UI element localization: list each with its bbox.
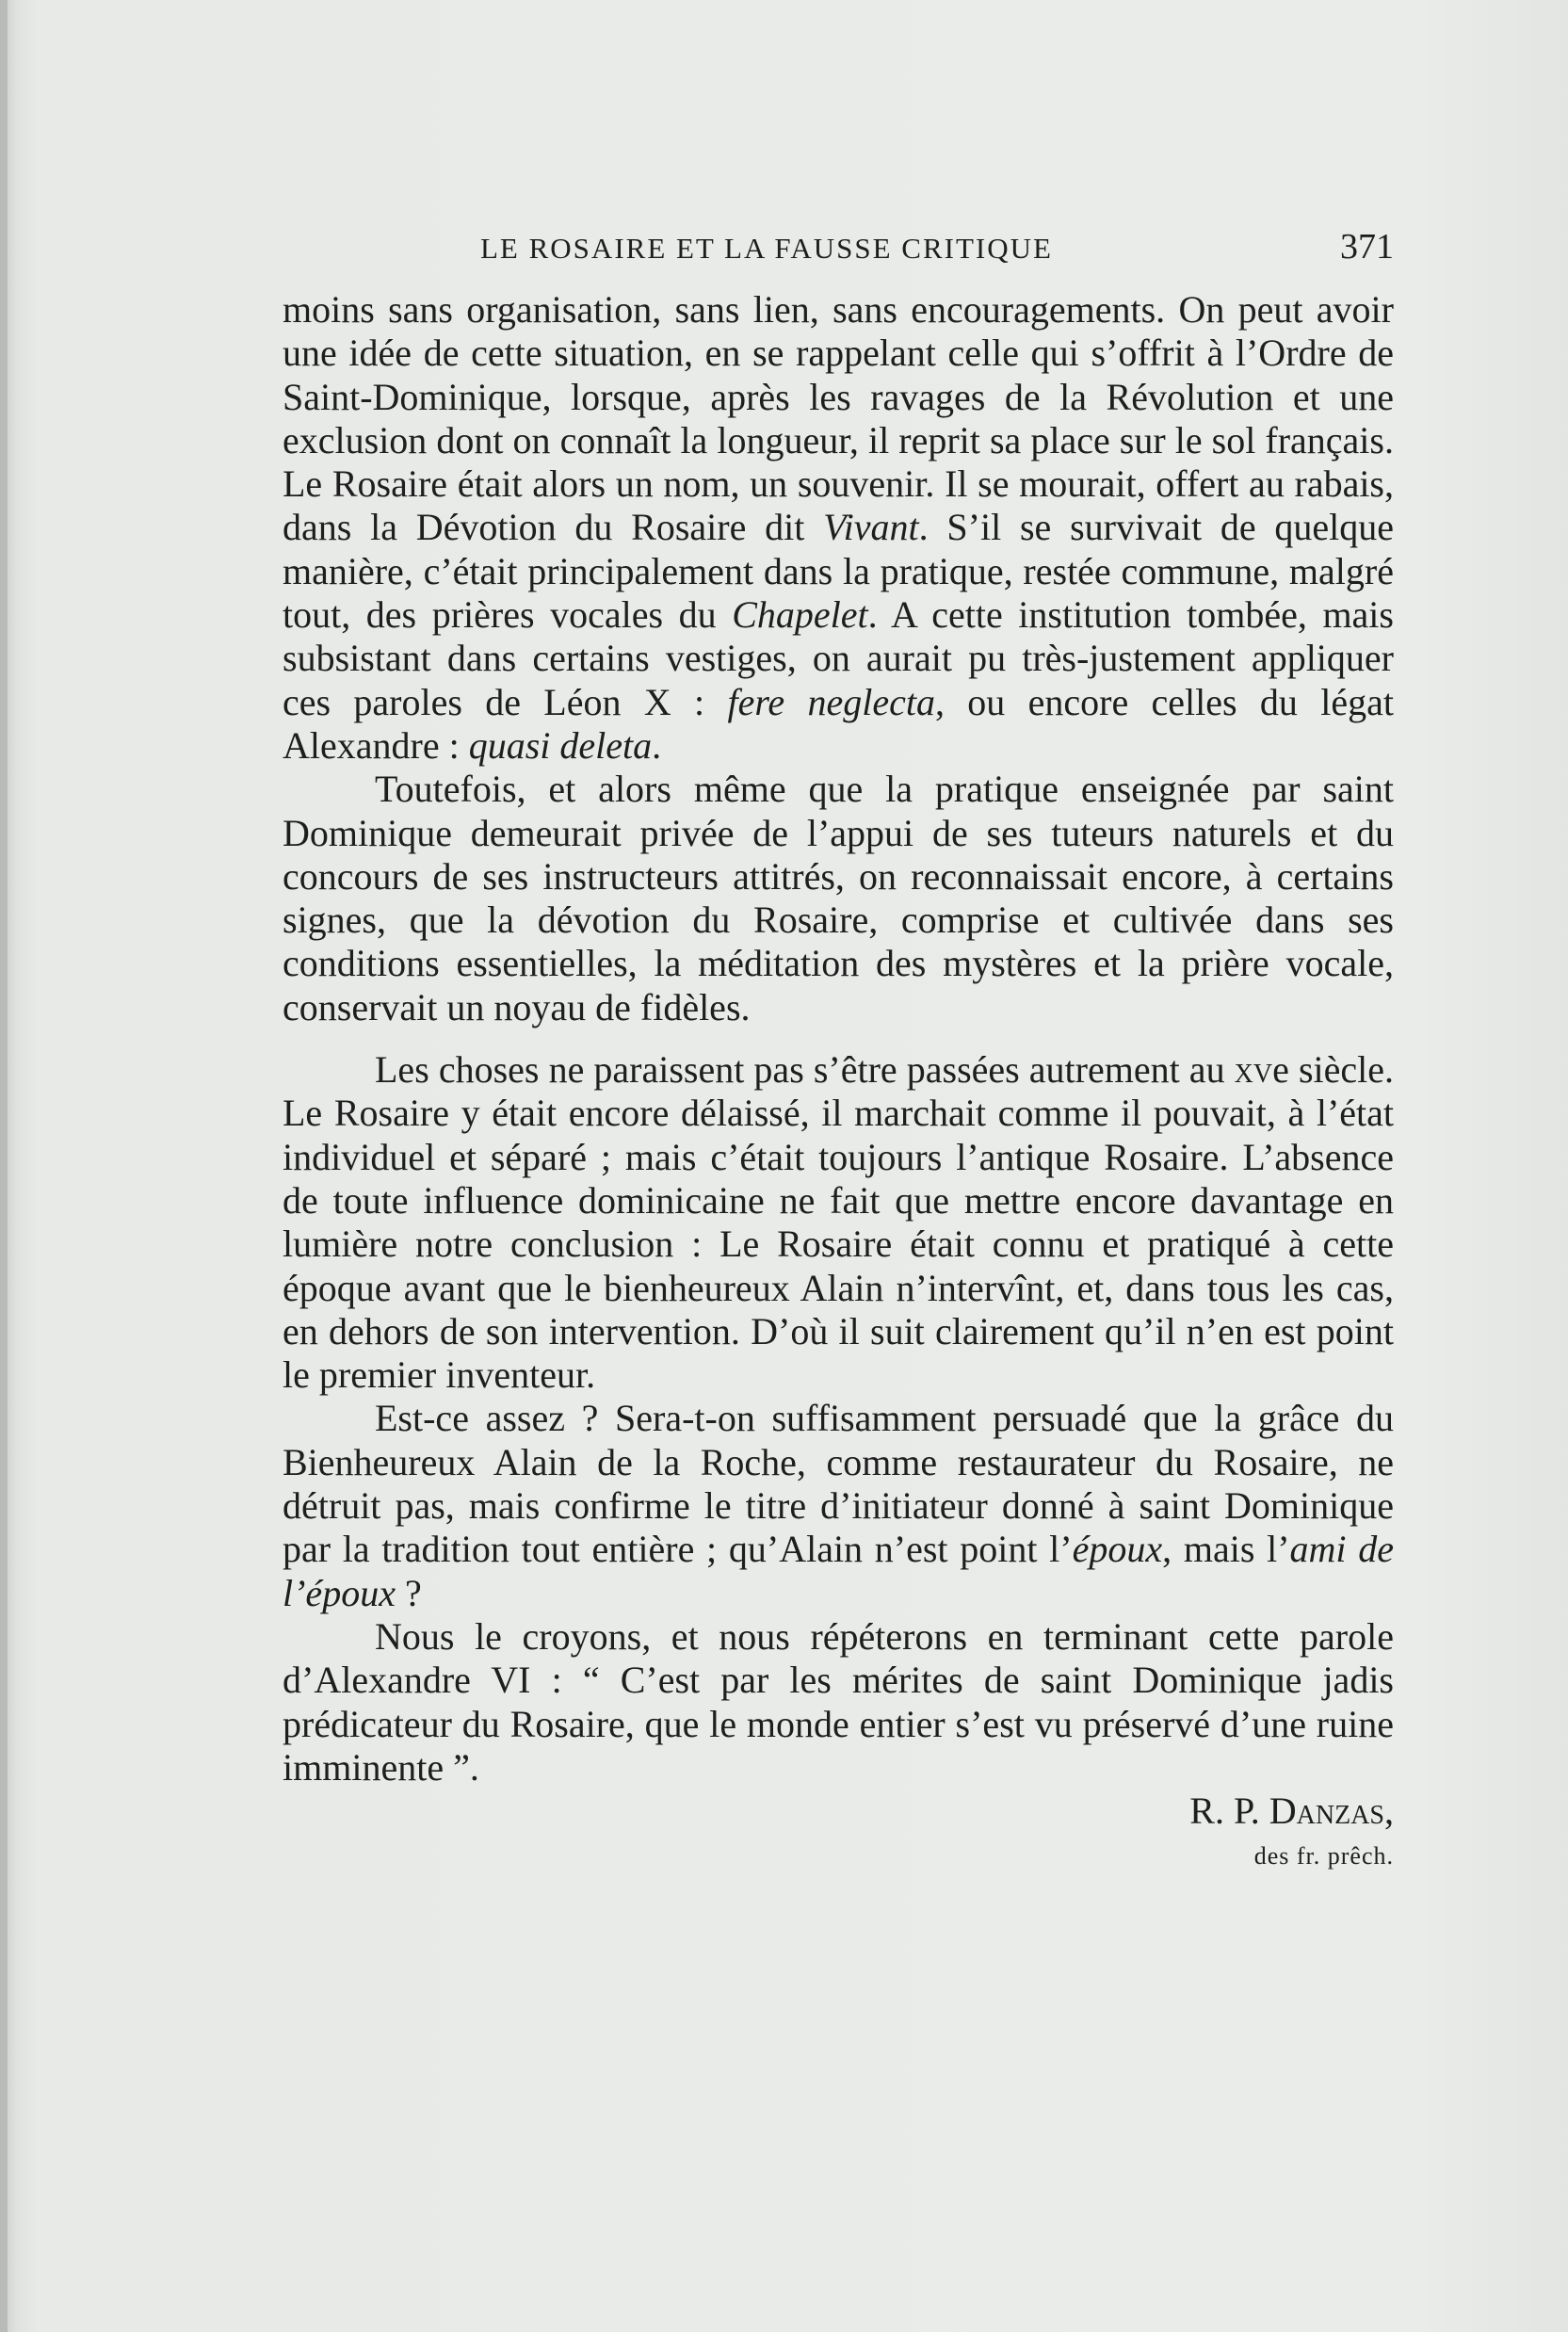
paragraph-3-text-c: e siècle. Le Rosaire y était encore délaissé, il marchait comme il pouvait, à l’état individuel et séparé ; mais c’était toujours l’antique Rosaire. L’absence de toute influence dominicaine ne fait que mettre encore davantage en lumière notre conclusion : Le Rosaire était connu et pratiqué à cette époque avant que le bienheureux Alain n’intervînt, et, dans tous les cas, en dehors de son intervention. D’où il suit clairement qu’il n’en est point le premier inventeur. xyxy=(283,1048,1395,1397)
paragraph-5: Nous le croyons, et nous répéterons en terminant cette parole d’Alexandre VI : “ C’est par les mérites de saint Dominique jadis prédicateur du Rosaire, que le monde entier s’est vu préservé d’une ruine imminente ”. xyxy=(283,1614,1394,1789)
paragraph-3-century: xv xyxy=(1234,1048,1273,1092)
paragraph-1-text-c: . S’il se survivait de quelque manière, c’était principalement dans la pratique, restée commune, malgré tout, des prières vocales du xyxy=(283,506,1395,637)
page-binding-edge xyxy=(0,0,8,2332)
paragraph-4-italic-ami-de-lepoux: ami de l’époux xyxy=(283,1528,1394,1614)
paragraph-1-text-g: , ou encore celles du légat Alexandre : xyxy=(283,680,1394,767)
page-number: 371 xyxy=(1340,227,1394,267)
paragraph-1-text-a: moins sans organisation, sans lien, sans encouragements. On peut avoir une idée de cette situation, en se rappelant celle qui s’offrit à l’Ordre de Saint-Dominique, lorsque, après les ravages de la Révolution et une exclusion dont on connaît la longueur, il reprit sa place sur le sol français. Le Rosaire était alors un nom, un souvenir. Il se mourait, offert au rabais, dans la Dévotion du Rosaire dit xyxy=(283,288,1394,549)
paragraph-1-text-e: . A cette institution tombée, mais subsistant dans certains vestiges, on aurait pu très-justement appliquer ces paroles de Léon X : xyxy=(283,593,1394,723)
paragraph-2: Toutefois, et alors même que la pratique enseignée par saint Dominique demeurait privée de l’appui de ses tuteurs naturels et du concours de ses instructeurs attitrés, on reconnaissait encore, à certains signes, que la dévotion du Rosaire, comprise et cultivée dans ses conditions essentielles, la méditation des mystères et la prière vocale, conservait un noyau de fidèles. xyxy=(283,768,1394,1028)
paragraph-1-italic-quasi-deleta: quasi deleta xyxy=(468,723,653,767)
signature-name: Danzas xyxy=(1269,1789,1384,1833)
author-signature xyxy=(283,1789,1394,1833)
paragraph-3 xyxy=(283,1048,1394,1397)
paragraph-3-text-a: Les choses ne paraissent pas s’être passées autrement au xyxy=(375,1048,1235,1092)
paragraph-1-italic-vivant: Vivant xyxy=(823,506,919,549)
page-header xyxy=(283,222,1394,279)
paragraph-4-italic-epoux: époux xyxy=(1072,1528,1163,1571)
running-title: LE ROSAIRE ET LA FAUSSE CRITIQUE xyxy=(480,232,1053,265)
paragraph-4-text-e: ? xyxy=(395,1571,422,1614)
paragraph-1 xyxy=(283,288,1394,768)
main-text xyxy=(283,288,1394,1872)
paragraph-4-text-c: , mais l’ xyxy=(1162,1528,1290,1571)
paragraph-1-text-i: . xyxy=(652,723,662,767)
paragraph-4 xyxy=(283,1397,1394,1614)
paragraph-1-italic-chapelet: Chapelet xyxy=(732,593,868,637)
signature-subtitle: des fr. prêch. xyxy=(1253,1842,1394,1870)
signature-suffix: , xyxy=(1384,1789,1394,1833)
signature-prefix: R. P. xyxy=(1189,1789,1269,1833)
paragraph-4-text-a: Est-ce assez ? Sera-t-on suffisamment persuadé que la grâce du Bienheureux Alain de la Roche, comme restaurateur du Rosaire, ne détruit pas, mais confirme le titre d’initiateur donné à saint Dominique par la tradition tout entière ; qu’Alain n’est point l’ xyxy=(283,1397,1394,1571)
paragraph-1-italic-fere-neglecta: fere neglecta xyxy=(727,680,935,723)
